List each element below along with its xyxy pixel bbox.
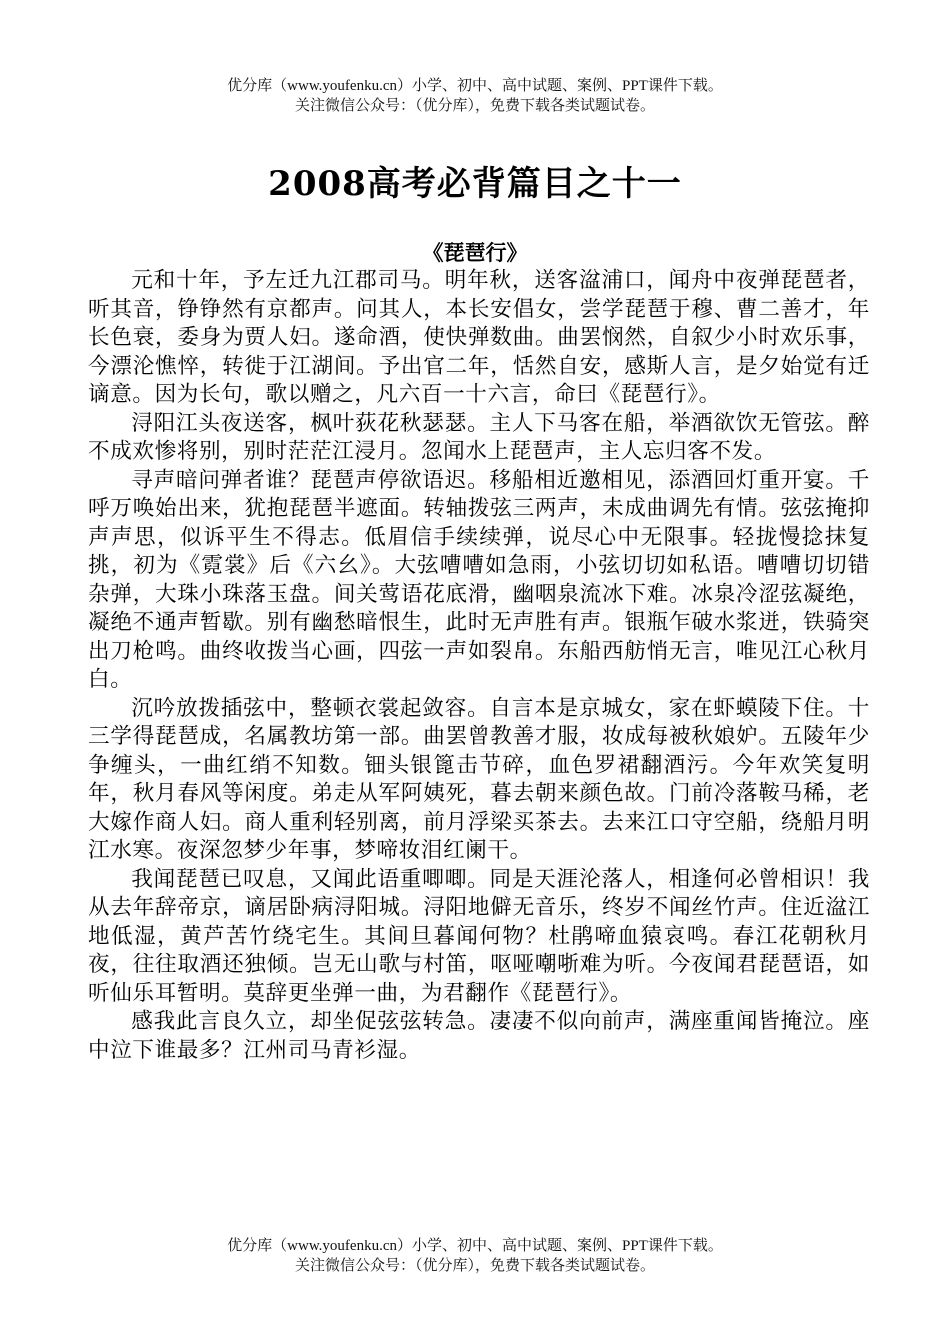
page-footer bbox=[0, 1236, 950, 1276]
paragraph-4: 沉吟放拨插弦中，整顿衣裳起敛容。自言本是京城女，家在虾蟆陵下住。十三学得琵琶成，名属教坊第一部。曲罢曾教善才服，妆成每被秋娘妒。五陵年少争缠头，一曲红绡不知数。钿头银篦击节碎，血色罗裙翻酒污。今年欢笑复明年，秋月春风等闲度。弟走从军阿姨死，暮去朝来颜色故。门前冷落鞍马稀，老大嫁作商人妇。商人重利轻别离，前月浮梁买茶去。去来江口守空船，绕船月明江水寒。夜深忽梦少年事，梦啼妆泪红阑干。 bbox=[88, 695, 870, 863]
paragraph-3: 寻声暗问弹者谁？琵琶声停欲语迟。移船相近邀相见，添酒回灯重开宴。千呼万唤始出来，犹抱琵琶半遮面。转轴拨弦三两声，未成曲调先有情。弦弦掩抑声声思，似诉平生不得志。低眉信手续续弹，说尽心中无限事。轻拢慢捻抹复挑，初为《霓裳》后《六幺》。大弦嘈嘈如急雨，小弦切切如私语。嘈嘈切切错杂弹，大珠小珠落玉盘。间关莺语花底滑，幽咽泉流冰下难。冰泉冷涩弦凝绝，凝绝不通声暂歇。别有幽愁暗恨生，此时无声胜有声。银瓶乍破水浆迸，铁骑突出刀枪鸣。曲终收拨当心画，四弦一声如裂帛。东船西舫悄无言，唯见江心秋月白。 bbox=[88, 467, 870, 692]
header-line-1: 优分库（www.youfenku.cn）小学、初中、高中试题、案例、PPT课件下载。 bbox=[227, 78, 723, 94]
paragraph-preface: 元和十年，予左迁九江郡司马。明年秋，送客湓浦口，闻舟中夜弹琵琶者，听其音，铮铮然有京都声。问其人，本长安倡女，尝学琵琶于穆、曹二善才，年长色衰，委身为贾人妇。遂命酒，使快弹数曲。曲罢悯然，自叙少小时欢乐事，今漂沦憔悴，转徙于江湖间。予出官二年，恬然自安，感斯人言，是夕始觉有迁谪意。因为长句，歌以赠之，凡六百一十六言，命曰《琵琶行》。 bbox=[88, 268, 870, 407]
poem-title: 《琵琶行》 bbox=[422, 240, 528, 265]
page-title: 2008高考必背篇目之十一 bbox=[268, 164, 682, 204]
paragraph-6: 感我此言良久立，却坐促弦弦转急。凄凄不似向前声，满座重闻皆掩泣。座中泣下谁最多？江州司马青衫湿。 bbox=[88, 1009, 870, 1063]
paragraph-2: 浔阳江头夜送客，枫叶荻花秋瑟瑟。主人下马客在船，举酒欲饮无管弦。醉不成欢惨将别，别时茫茫江浸月。忽闻水上琵琶声，主人忘归客不发。 bbox=[88, 410, 870, 464]
footer-line-1: 优分库（www.youfenku.cn）小学、初中、高中试题、案例、PPT课件下载。 bbox=[227, 1238, 723, 1254]
page-header bbox=[0, 76, 950, 116]
paragraph-5: 我闻琵琶已叹息，又闻此语重唧唧。同是天涯沦落人，相逢何必曾相识！我从去年辞帝京，谪居卧病浔阳城。浔阳地僻无音乐，终岁不闻丝竹声。住近湓江地低湿，黄芦苦竹绕宅生。其间旦暮闻何物？杜鹃啼血猿哀鸣。春江花朝秋月夜，往往取酒还独倾。岂无山歌与村笛，呕哑嘲哳难为听。今夜闻君琵琶语，如听仙乐耳暂明。莫辞更坐弹一曲，为君翻作《琵琶行》。 bbox=[88, 866, 870, 1006]
header-line-2: 关注微信公众号：（优分库），免费下载各类试题试卷。 bbox=[294, 98, 655, 114]
poem-body bbox=[88, 267, 870, 1065]
footer-line-2: 关注微信公众号：（优分库），免费下载各类试题试卷。 bbox=[294, 1258, 655, 1274]
